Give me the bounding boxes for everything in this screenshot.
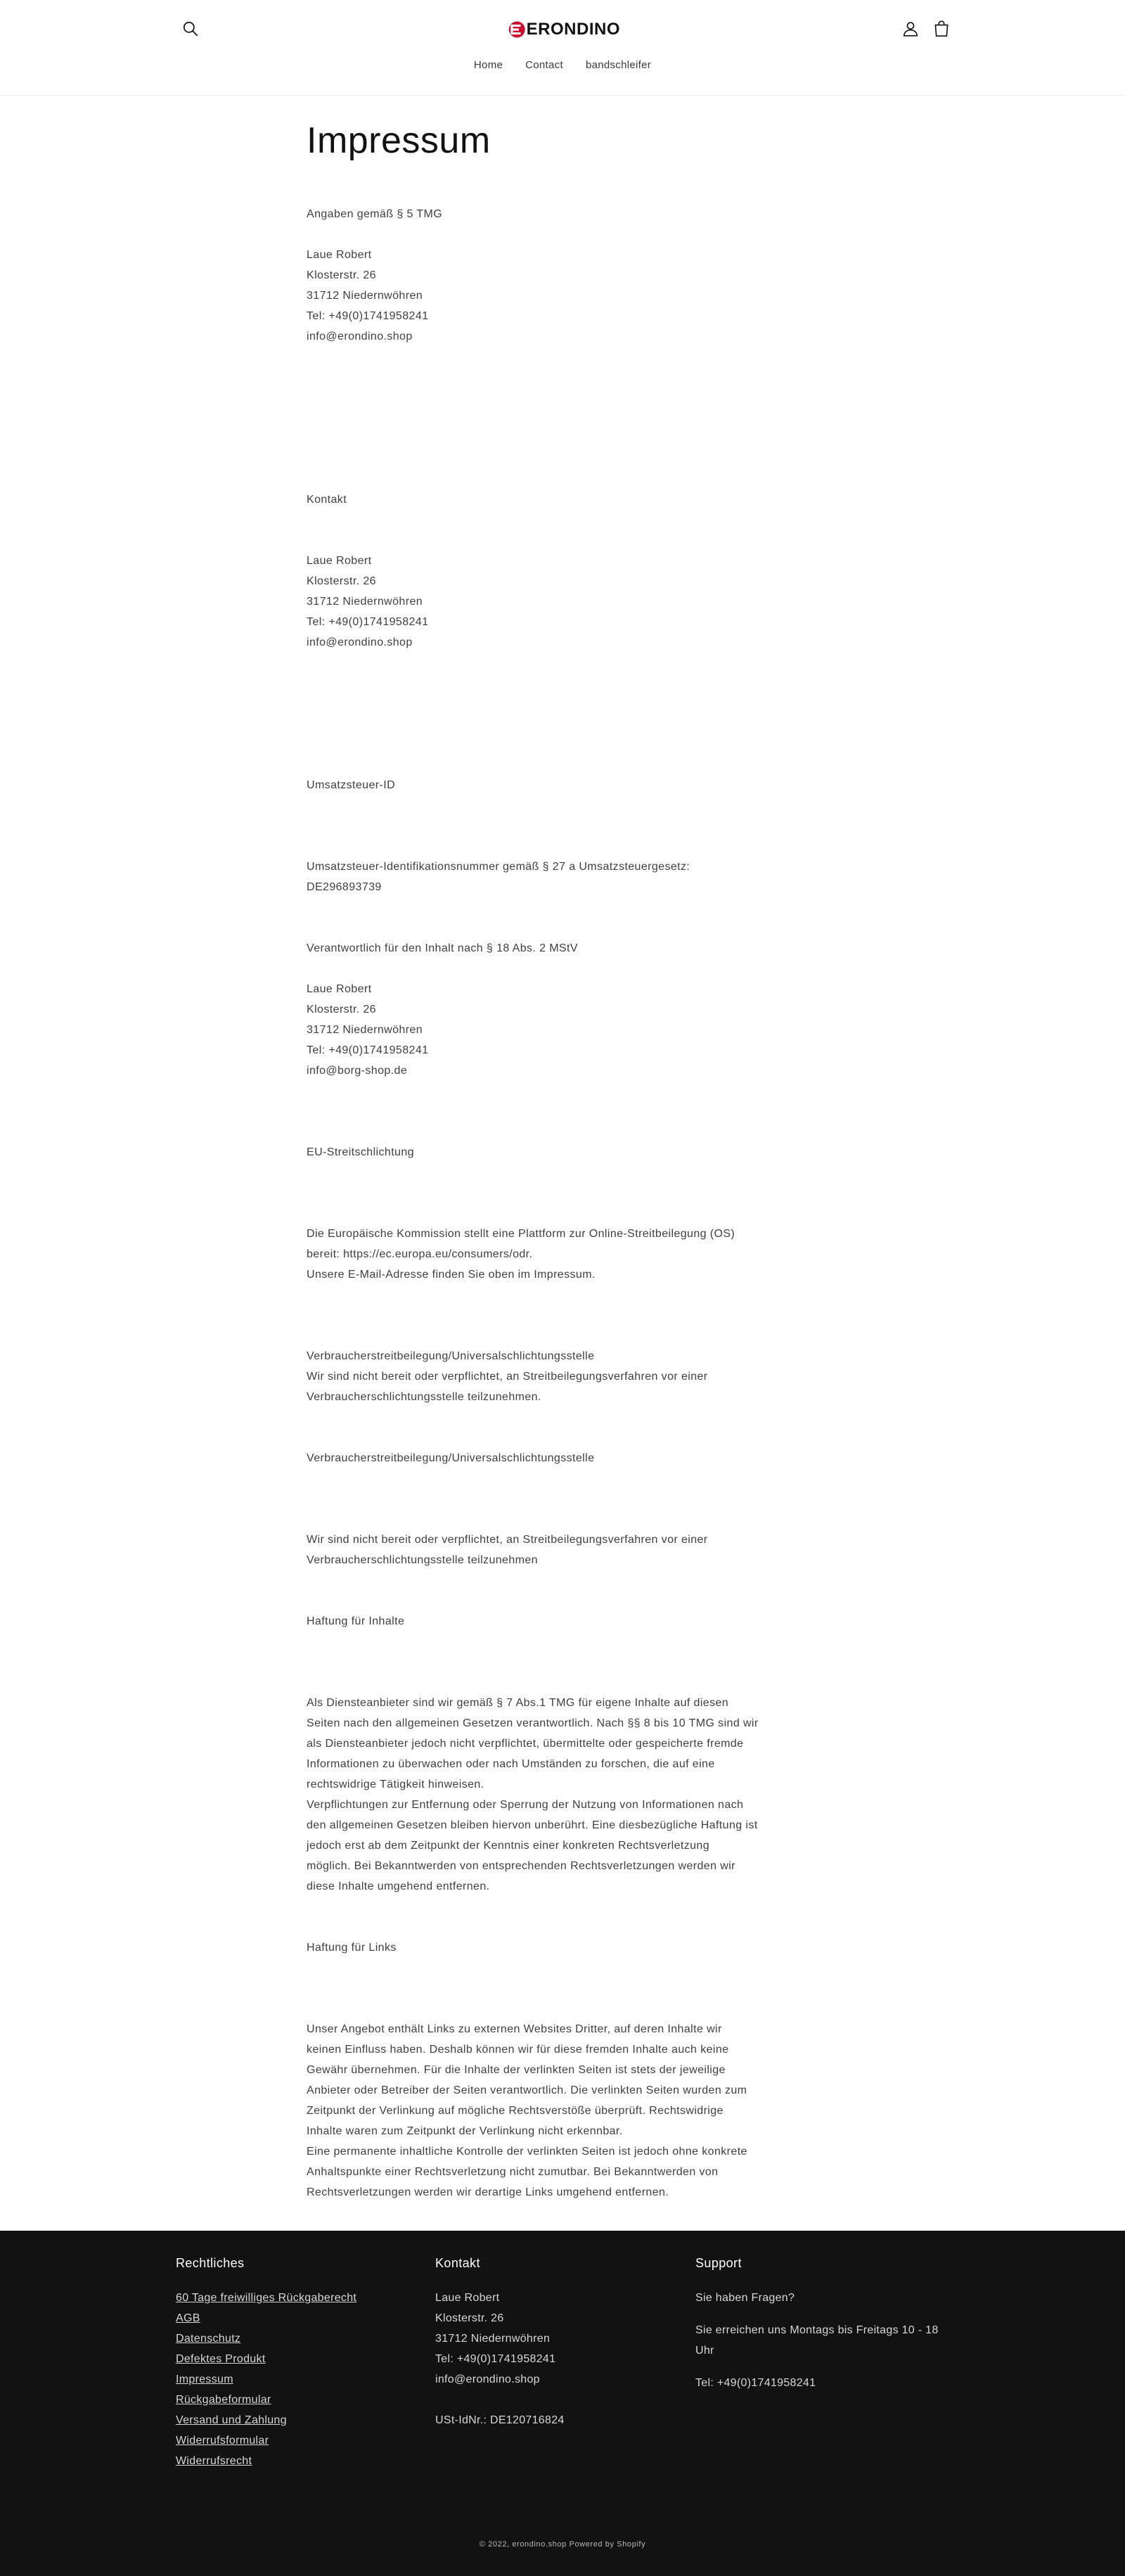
text-line: DE296893739 (307, 881, 382, 893)
text-line: Umsatzsteuer-ID (307, 779, 396, 791)
footer-link-impressum[interactable]: Impressum (176, 2373, 233, 2385)
blank-line (307, 1652, 778, 1672)
text-line: den allgemeinen Gesetzen bleiben hiervon unberührt. Eine diesbezügliche Haftung ist (307, 1819, 758, 1831)
footer-contact-street: Klosterstr. 26 (435, 2312, 504, 2324)
footer-contact-email: info@erondino.shop (435, 2373, 540, 2385)
text-line: Seiten nach den allgemeinen Gesetzen verantwortlich. Nach §§ 8 bis 10 TMG sind wir (307, 1717, 759, 1729)
blank-line (307, 1999, 778, 2019)
main-nav (0, 59, 1125, 71)
blank-line (307, 347, 778, 367)
footer-support-hours: Sie erreichen uns Montags bis Freitags 10 - 18 Uhr (695, 2324, 939, 2357)
blank-line (307, 816, 778, 836)
blank-line (307, 1468, 778, 1489)
text-line: Klosterstr. 26 (307, 1004, 376, 1015)
blank-line (307, 1509, 778, 1530)
text-line: bereit: https://ec.europa.eu/consumers/odr. (307, 1248, 533, 1260)
text-line: rechtswidrige Tätigkeit hinweisen. (307, 1779, 484, 1790)
nav-item-contact[interactable]: Contact (525, 59, 563, 71)
footer-heading-legal: Rechtliches (176, 2256, 245, 2270)
text-line: Umsatzsteuer-Identifikationsnummer gemäß § 27 a Umsatzsteuergesetz: (307, 861, 690, 873)
text-line: Verbraucherschlichtungsstelle teilzunehmen (307, 1554, 538, 1566)
text-line: Die Europäische Kommission stellt eine Plattform zur Online-Streitbeilegung (OS) (307, 1228, 735, 1240)
blank-line (307, 408, 778, 428)
footer-column-contact (435, 2256, 674, 2430)
blank-line (307, 734, 778, 755)
site-header (0, 0, 1125, 96)
text-line: Verpflichtungen zur Entfernung oder Sperrung der Nutzung von Informationen nach (307, 1799, 744, 1811)
footer-column-legal (176, 2256, 415, 2471)
nav-item-home[interactable]: Home (473, 59, 503, 71)
blank-line (307, 1183, 778, 1203)
text-line: diese Inhalte umgehend entfernen. (307, 1880, 490, 1892)
blank-line (307, 1570, 778, 1591)
main-content (307, 118, 778, 2203)
footer-column-support (695, 2256, 956, 2393)
blank-line (307, 510, 778, 530)
blank-line (307, 1897, 778, 1917)
text-line: jedoch erst ab dem Zeitpunkt der Kenntnis einer konkreten Rechtsverletzung (307, 1840, 710, 1852)
text-line: Verbraucherstreitbeilegung/Universalschlichtungsstelle (307, 1350, 595, 1362)
footer-link-rueckgabeformular[interactable]: Rückgabeformular (176, 2394, 271, 2406)
text-line: Angaben gemäß § 5 TMG (307, 208, 443, 220)
text-line: keinen Einfluss haben. Deshalb können wir für diese fremden Inhalte auch keine (307, 2044, 729, 2056)
blank-line (307, 530, 778, 551)
text-line: Haftung für Links (307, 1942, 397, 1954)
text-line: Tel: +49(0)1741958241 (307, 1044, 429, 1056)
text-line: als Diensteanbieter jedoch nicht verpflichtet, übermittelte oder gespeicherte fremde (307, 1738, 744, 1750)
footer-heading-support: Support (695, 2256, 742, 2270)
blank-line (307, 1978, 778, 1999)
blank-line (307, 387, 778, 408)
text-line: Verantwortlich für den Inhalt nach § 18 Abs. 2 MStV (307, 942, 578, 954)
text-line: Klosterstr. 26 (307, 575, 376, 587)
text-line: Klosterstr. 26 (307, 269, 376, 281)
footer-contact-vat: USt-IdNr.: DE120716824 (435, 2414, 565, 2426)
text-line: 31712 Niedernwöhren (307, 290, 423, 302)
footer-contact-name: Laue Robert (435, 2292, 500, 2304)
blank-line (307, 224, 778, 245)
text-line: info@borg-shop.de (307, 1065, 408, 1077)
text-line: Verbraucherschlichtungsstelle teilzunehmen. (307, 1391, 541, 1403)
blank-line (307, 367, 778, 387)
blank-line (307, 1591, 778, 1611)
blank-line (307, 1958, 778, 1978)
impressum-text (307, 204, 778, 2203)
text-line: Laue Robert (307, 983, 372, 995)
blank-line (307, 714, 778, 734)
text-line: Laue Robert (307, 249, 372, 261)
footer-link-defektes-produkt[interactable]: Defektes Produkt (176, 2353, 266, 2365)
text-line: info@erondino.shop (307, 331, 413, 342)
blank-line (307, 1672, 778, 1693)
text-line: 31712 Niedernwöhren (307, 1024, 423, 1036)
blank-line (307, 1081, 778, 1101)
logo-mark-icon (508, 18, 525, 41)
text-line: 31712 Niedernwöhren (307, 596, 423, 608)
logo-text: ERONDINO (526, 20, 620, 39)
text-line: Verbraucherstreitbeilegung/Universalschlichtungsstelle (307, 1452, 595, 1464)
text-line: Anbieter oder Betreiber der Seiten verantwortlich. Die verlinkten Seiten wurden zum (307, 2084, 747, 2096)
blank-line (307, 836, 778, 857)
footer-link-widerrufsformular[interactable]: Widerrufsformular (176, 2435, 269, 2447)
blank-line (307, 755, 778, 775)
footer-link-widerrufsrecht[interactable]: Widerrufsrecht (176, 2455, 252, 2467)
site-logo[interactable] (508, 14, 620, 45)
footer-support-question: Sie haben Fragen? (695, 2292, 795, 2304)
search-icon[interactable] (181, 20, 200, 38)
text-line: Wir sind nicht bereit oder verpflichtet, an Streitbeilegungsverfahren vor einer (307, 1371, 708, 1383)
text-line: Inhalte waren zum Zeitpunkt der Verlinkung nicht erkennbar. (307, 2125, 623, 2137)
blank-line (307, 897, 778, 918)
blank-line (307, 918, 778, 938)
text-line: Als Diensteanbieter sind wir gemäß § 7 Abs.1 TMG für eigene Inhalte auf diesen (307, 1697, 729, 1709)
blank-line (307, 1162, 778, 1183)
text-line: Eine permanente inhaltliche Kontrolle der verlinkten Seiten ist jedoch ohne konkrete (307, 2146, 747, 2158)
text-line: Rechtsverletzungen werden wir derartige Links umgehend entfernen. (307, 2186, 669, 2198)
footer-contact-city: 31712 Niedernwöhren (435, 2333, 551, 2345)
blank-line (307, 1101, 778, 1122)
footer-link-datenschutz[interactable]: Datenschutz (176, 2333, 241, 2345)
blank-line (307, 959, 778, 979)
blank-line (307, 673, 778, 693)
text-line: Unser Angebot enthält Links zu externen Websites Dritter, auf deren Inhalte wir (307, 2023, 722, 2035)
blank-line (307, 1632, 778, 1652)
text-line: Tel: +49(0)1741958241 (307, 616, 429, 628)
blank-line (307, 1122, 778, 1142)
blank-line (307, 1203, 778, 1224)
blank-line (307, 795, 778, 816)
text-line: Unsere E-Mail-Adresse finden Sie oben im Impressum. (307, 1269, 596, 1281)
text-line: Kontakt (307, 494, 347, 506)
text-line: info@erondino.shop (307, 636, 413, 648)
blank-line (307, 428, 778, 449)
footer-contact-spacer (435, 2390, 674, 2410)
account-icon[interactable] (901, 20, 920, 38)
text-line: möglich. Bei Bekanntwerden von entsprechenden Rechtsverletzungen werden wir (307, 1860, 735, 1872)
text-line: EU-Streitschlichtung (307, 1146, 414, 1158)
blank-line (307, 1489, 778, 1509)
site-footer (0, 2231, 1125, 2576)
text-line: Haftung für Inhalte (307, 1615, 405, 1627)
blank-line (307, 449, 778, 469)
nav-item-bandschleifer[interactable]: bandschleifer (585, 59, 652, 71)
blank-line (307, 1407, 778, 1428)
page-title: Impressum (307, 120, 491, 161)
blank-line (307, 1305, 778, 1326)
footer-contact-phone: Tel: +49(0)1741958241 (435, 2353, 556, 2365)
blank-line (307, 693, 778, 714)
cart-icon[interactable] (932, 19, 951, 39)
footer-support-phone: Tel: +49(0)1741958241 (695, 2377, 816, 2389)
text-line: Laue Robert (307, 555, 372, 567)
text-line: Wir sind nicht bereit oder verpflichtet, an Streitbeilegungsverfahren vor einer (307, 1534, 708, 1546)
footer-link-rueckgaberecht[interactable]: 60 Tage freiwilliges Rückgaberecht (176, 2292, 357, 2304)
footer-link-agb[interactable]: AGB (176, 2312, 200, 2324)
text-line: Anhaltspunkte einer Rechtsverletzung nicht zumutbar. Bei Bekanntwerden von (307, 2166, 719, 2178)
text-line: Gewähr übernehmen. Für die Inhalte der verlinkten Seiten ist stets der jeweilige (307, 2064, 726, 2076)
blank-line (307, 469, 778, 489)
text-line: Zeitpunkt der Verlinkung auf mögliche Rechtsverstöße überprüft. Rechtswidrige (307, 2105, 724, 2117)
text-line: Tel: +49(0)1741958241 (307, 310, 429, 322)
blank-line (307, 653, 778, 673)
footer-heading-contact: Kontakt (435, 2256, 480, 2270)
text-line: Informationen zu überwachen oder nach Umständen zu forschen, die auf eine (307, 1758, 715, 1770)
blank-line (307, 1428, 778, 1448)
footer-link-versand[interactable]: Versand und Zahlung (176, 2414, 287, 2426)
blank-line (307, 1917, 778, 1937)
blank-line (307, 1326, 778, 1346)
blank-line (307, 1285, 778, 1305)
copyright: © 2022, erondino.shop Powered by Shopify (479, 2540, 646, 2549)
